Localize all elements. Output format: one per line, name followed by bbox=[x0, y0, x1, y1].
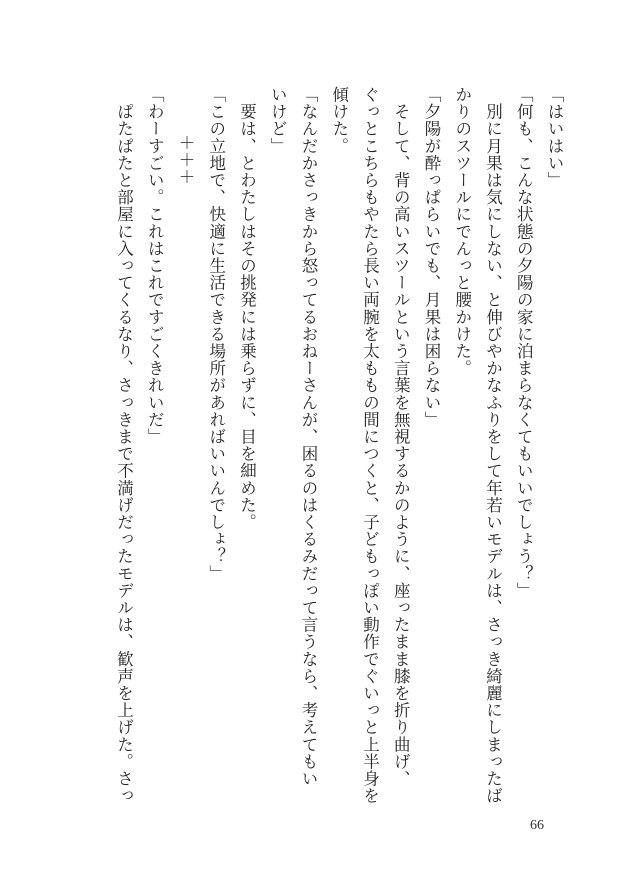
text-line: 「はいはい」 bbox=[545, 86, 564, 189]
text-line: 「夕陽が酔っぱらいでも、月果は困らない」 bbox=[422, 86, 441, 428]
text-line: 「何も、こんな状態の夕陽の家に泊まらなくてもいいでしょう？」 bbox=[514, 86, 534, 599]
text-line: 「なんだかさっきから怒ってるおねーさんが、困るのはくるみだって言うなら、考えてもい bbox=[299, 86, 318, 788]
text-line: ぐっとこちらもやたら長い両腕を太ももの間につくと、子どもっぽい動作でぐいっと上半身を bbox=[360, 86, 380, 805]
text-line: そして、背の高いスツールという言葉を無視するかのように、座ったまま膝を折り曲げ、 bbox=[391, 86, 411, 788]
text-line: 要は、とわたしはその挑発には乗らずに、目を細めた。 bbox=[237, 86, 257, 531]
text-line: 「この立地で、快適に生活できる場所があればいいんでしょ？」 bbox=[206, 86, 226, 582]
text-line: ぱたぱたと部屋に入ってくるなり、さっきまで不満げだったモデルは、歓声を上げた。さっ bbox=[114, 86, 134, 805]
vertical-text-body bbox=[108, 86, 569, 806]
text-line: 傾けた。 bbox=[329, 86, 349, 155]
page-number: 66 bbox=[530, 818, 544, 833]
text-line: いけど」 bbox=[268, 86, 288, 155]
section-separator: ＋＋＋ bbox=[176, 134, 195, 186]
text-line: 別に月果は気にしない、と伸びやかなふりをして年若いモデルは、さっき綺麗にしまったば bbox=[483, 86, 503, 805]
text-line: 「わーすごい。これはこれですごくきれいだ」 bbox=[145, 86, 165, 446]
text-line: かりのスツールにでんっと腰かけた。 bbox=[452, 86, 472, 377]
